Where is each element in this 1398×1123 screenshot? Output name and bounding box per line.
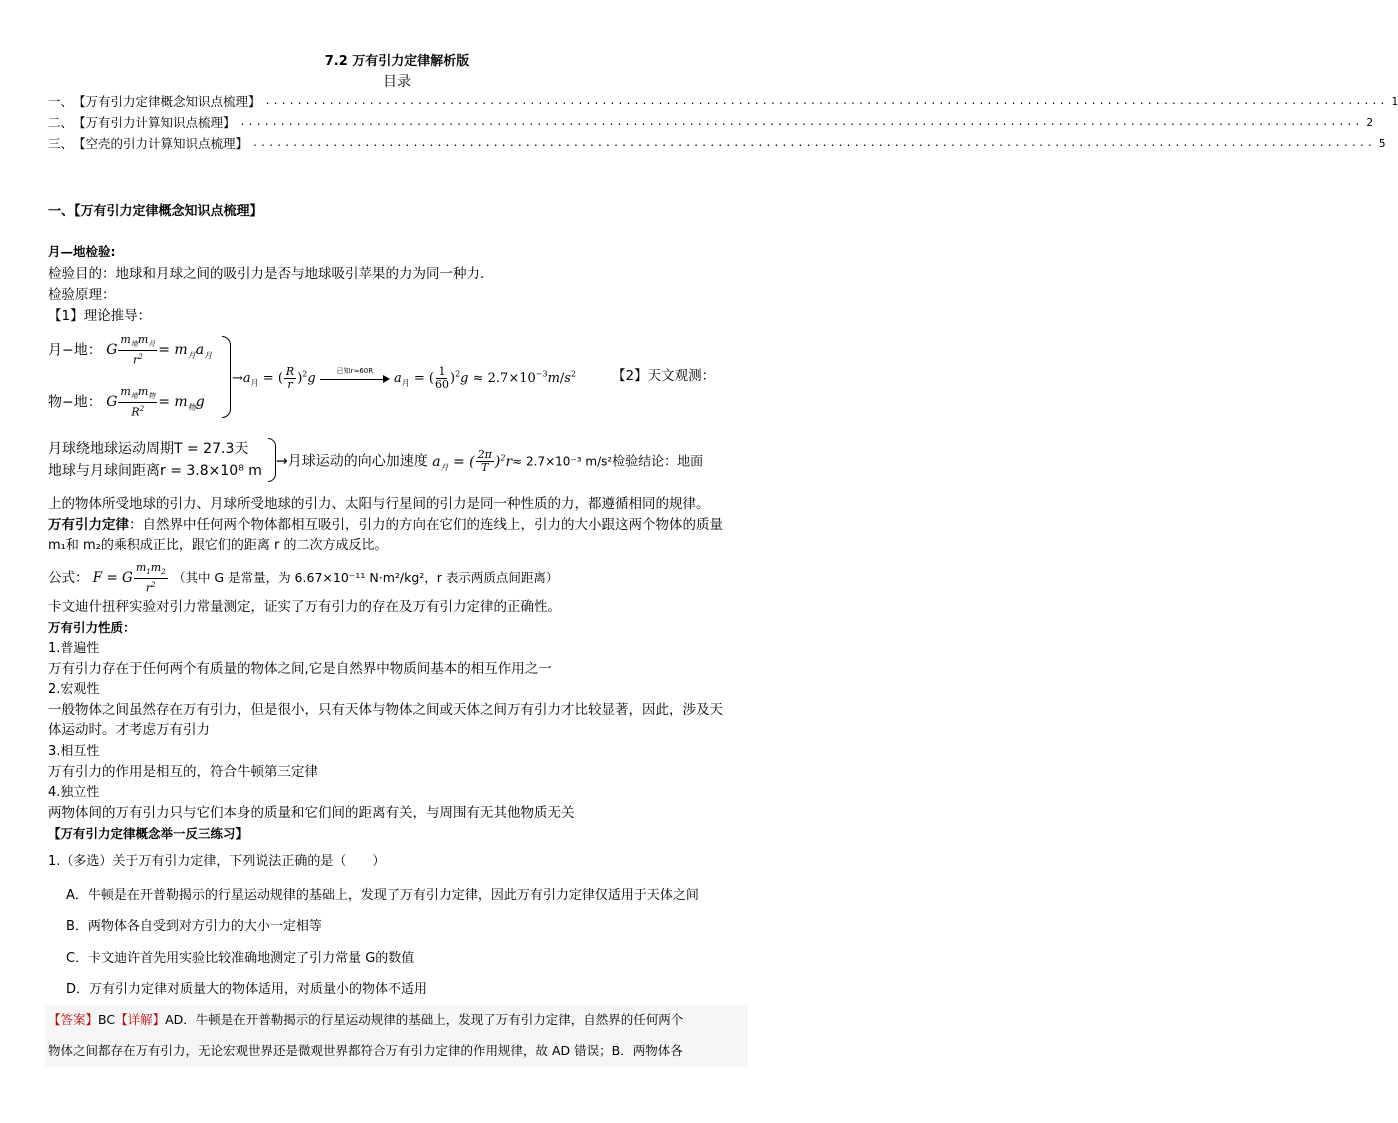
toc-entry[interactable] <box>48 92 1398 110</box>
toc-entry-page: 1 <box>1391 94 1398 108</box>
toc-entry-label: 【万有引力定律概念知识点梳理】 <box>73 94 261 109</box>
law-text: ：自然界中任何两个物体都相互吸引，引力的方向在它们的连线上，引力的大小跟这两个物体的质量 <box>129 517 723 533</box>
astronomical-observation-label: 【2】天文观测： <box>612 368 716 384</box>
option-d[interactable]: D．万有引力定律对质量大的物体适用，对质量小的物体不适用 <box>66 982 428 997</box>
derivation-brace <box>222 336 231 418</box>
toc-entry-page: 5 <box>1378 136 1386 150</box>
cavendish-note: 卡文迪什扭秤实验对引力常量测定，证实了万有引力的存在及万有引力定律的正确性。 <box>48 599 561 615</box>
moon-test-purpose: 检验目的：地球和月球之间的吸引力是否与地球吸引苹果的力为同一种力． <box>48 266 494 282</box>
property-description: 万有引力的作用是相互的，符合牛顿第三定律 <box>48 764 318 780</box>
toc-entry-number: 一、 <box>48 94 74 109</box>
properties-heading: 万有引力性质： <box>48 620 136 635</box>
property-title: 1.普遍性 <box>48 641 100 656</box>
observation-brace <box>268 438 276 482</box>
gravity-equation-moon: G $\frac{m_地m_月}{r^2}$ = $m_月a_月$ <box>106 333 213 367</box>
answer-value: BC <box>98 1012 116 1027</box>
test-conclusion: 上的物体所受地球的引力、月球所受地球的引力、太阳与行星间的引力是同一种性质的力，都遵循相同的规律。 <box>48 496 710 512</box>
option-a[interactable]: A．牛顿是在开普勒揭示的行星运动规律的基础上，发现了万有引力定律，因此万有引力定律仅适用于天体之间 <box>66 888 699 903</box>
row-label-moon-earth: 月−地： <box>48 342 102 359</box>
observation-period: 月球绕地球运动周期T = 27.3天 <box>48 441 249 457</box>
answer-line2: 物体之间都存在万有引力，无论宏观世界还是微观世界都符合万有引力定律的作用规律，故 AD 错误；B．两物体各 <box>48 1043 683 1058</box>
detail-text: AD．牛顿是在开普勒揭示的行星运动规律的基础上，发现了万有引力定律，自然界的任何两个 <box>165 1012 684 1027</box>
practice-heading: 【万有引力定律概念举一反三练习】 <box>48 826 249 841</box>
property-title: 2.宏观性 <box>48 682 100 697</box>
moon-test-principle: 检验原理： <box>48 287 116 303</box>
toc-entry[interactable] <box>48 113 1374 131</box>
toc-entry[interactable] <box>48 134 1386 152</box>
toc-leader-dots: ............................................................................................................................................ <box>264 95 1388 107</box>
formula-note: （其中 G 是常量，为 6.67×10⁻¹¹ N·m²/kg²，r 表示两质点间距离） <box>172 569 559 585</box>
detail-tag: 【详解】 <box>115 1012 166 1027</box>
document-title: 7.2 万有引力定律解析版 <box>324 54 470 69</box>
observation-result <box>276 449 703 474</box>
gravity-equation-object: G $\frac{m_地m_物}{R^2}$ = $m_物g$ <box>106 385 205 419</box>
property-description: 一般物体之间虽然存在万有引力，但是很小，只有天体与物体之间或天体之间万有引力才比较显著，因此，涉及天 <box>48 702 723 718</box>
section-heading: 一、【万有引力定律概念知识点梳理】 <box>48 204 263 219</box>
property-title: 4.独立性 <box>48 785 100 800</box>
law-definition-line2: m₁和 m₂的乘积成正比，跟它们的距离 r 的二次方成反比。 <box>48 538 388 553</box>
toc-entry-label: 【万有引力计算知识点梳理】 <box>73 115 236 130</box>
question-stem: 1.（多选）关于万有引力定律，下列说法正确的是（ ） <box>48 854 386 869</box>
property-title: 3.相互性 <box>48 744 100 759</box>
row-label-object-earth: 物−地： <box>48 394 102 411</box>
toc-entry-number: 二、 <box>48 115 74 130</box>
property-description: 两物体间的万有引力只与它们本身的质量和它们间的距离有关，与周围有无其他物质无关 <box>48 805 575 821</box>
option-b[interactable]: B．两物体各自受到对方引力的大小一定相等 <box>66 919 322 934</box>
toc-leader-dots: ............................................................................................................................................ <box>239 116 1363 128</box>
law-definition-line1 <box>48 515 723 535</box>
answer-line1 <box>48 1010 683 1030</box>
answer-tag: 【答案】 <box>48 1012 99 1027</box>
arrow-condition-label: 已知r≈60R <box>336 366 374 375</box>
toc-entry-number: 三、 <box>48 136 74 151</box>
derivation-object-earth <box>48 386 205 419</box>
centripetal-acceleration-label: →月球运动的向心加速度 <box>276 453 428 470</box>
conclusion-lead: 检验结论：地面 <box>612 454 704 470</box>
toc-entry-label: 【空壳的引力计算知识点梳理】 <box>73 136 249 151</box>
property-description: 万有引力存在于任何两个有质量的物体之间,它是自然界中物质间基本的相互作用之一 <box>48 661 552 677</box>
toc-title: 目录 <box>383 74 411 90</box>
formula-prefix: 公式： <box>48 569 89 586</box>
theory-derivation-label: 【1】理论推导： <box>48 308 152 324</box>
derivation-arrow <box>320 366 390 384</box>
option-c[interactable]: C．卡文迪许首先用实验比较准确地测定了引力常量 G的数值 <box>66 951 415 966</box>
property-description-cont: 体运动时。才考虑万有引力 <box>48 722 210 738</box>
centripetal-acceleration-formula: $a_月$ = ( $\frac{2\pi}{T}$ )$^2$r <box>432 448 513 474</box>
law-label: 万有引力定律 <box>48 517 129 533</box>
toc-entry-page: 2 <box>1366 115 1374 129</box>
law-formula-line <box>48 562 558 595</box>
derivation-result: $\to a_月$ = ( $\frac{R}{r}$ )$^2$g 已知r≈60R $a_月$ = ( $\frac{1}{60}$ )$^2g \approx 2.7\times 10^{-3}m/s^2$ <box>232 365 577 391</box>
derivation-moon-earth <box>48 334 212 367</box>
gravitation-formula: F = G $\frac{m_1m_2}{r^2}$ <box>92 561 166 595</box>
moon-test-heading: 月—地检验: <box>48 244 116 259</box>
toc-leader-dots: ............................................................................................................................................ <box>252 137 1375 149</box>
observation-distance: 地球与月球间距离r = 3.8×10⁸ m <box>48 463 262 479</box>
acceleration-value: ≈ 2.7×10⁻³ m/s² <box>512 454 613 469</box>
